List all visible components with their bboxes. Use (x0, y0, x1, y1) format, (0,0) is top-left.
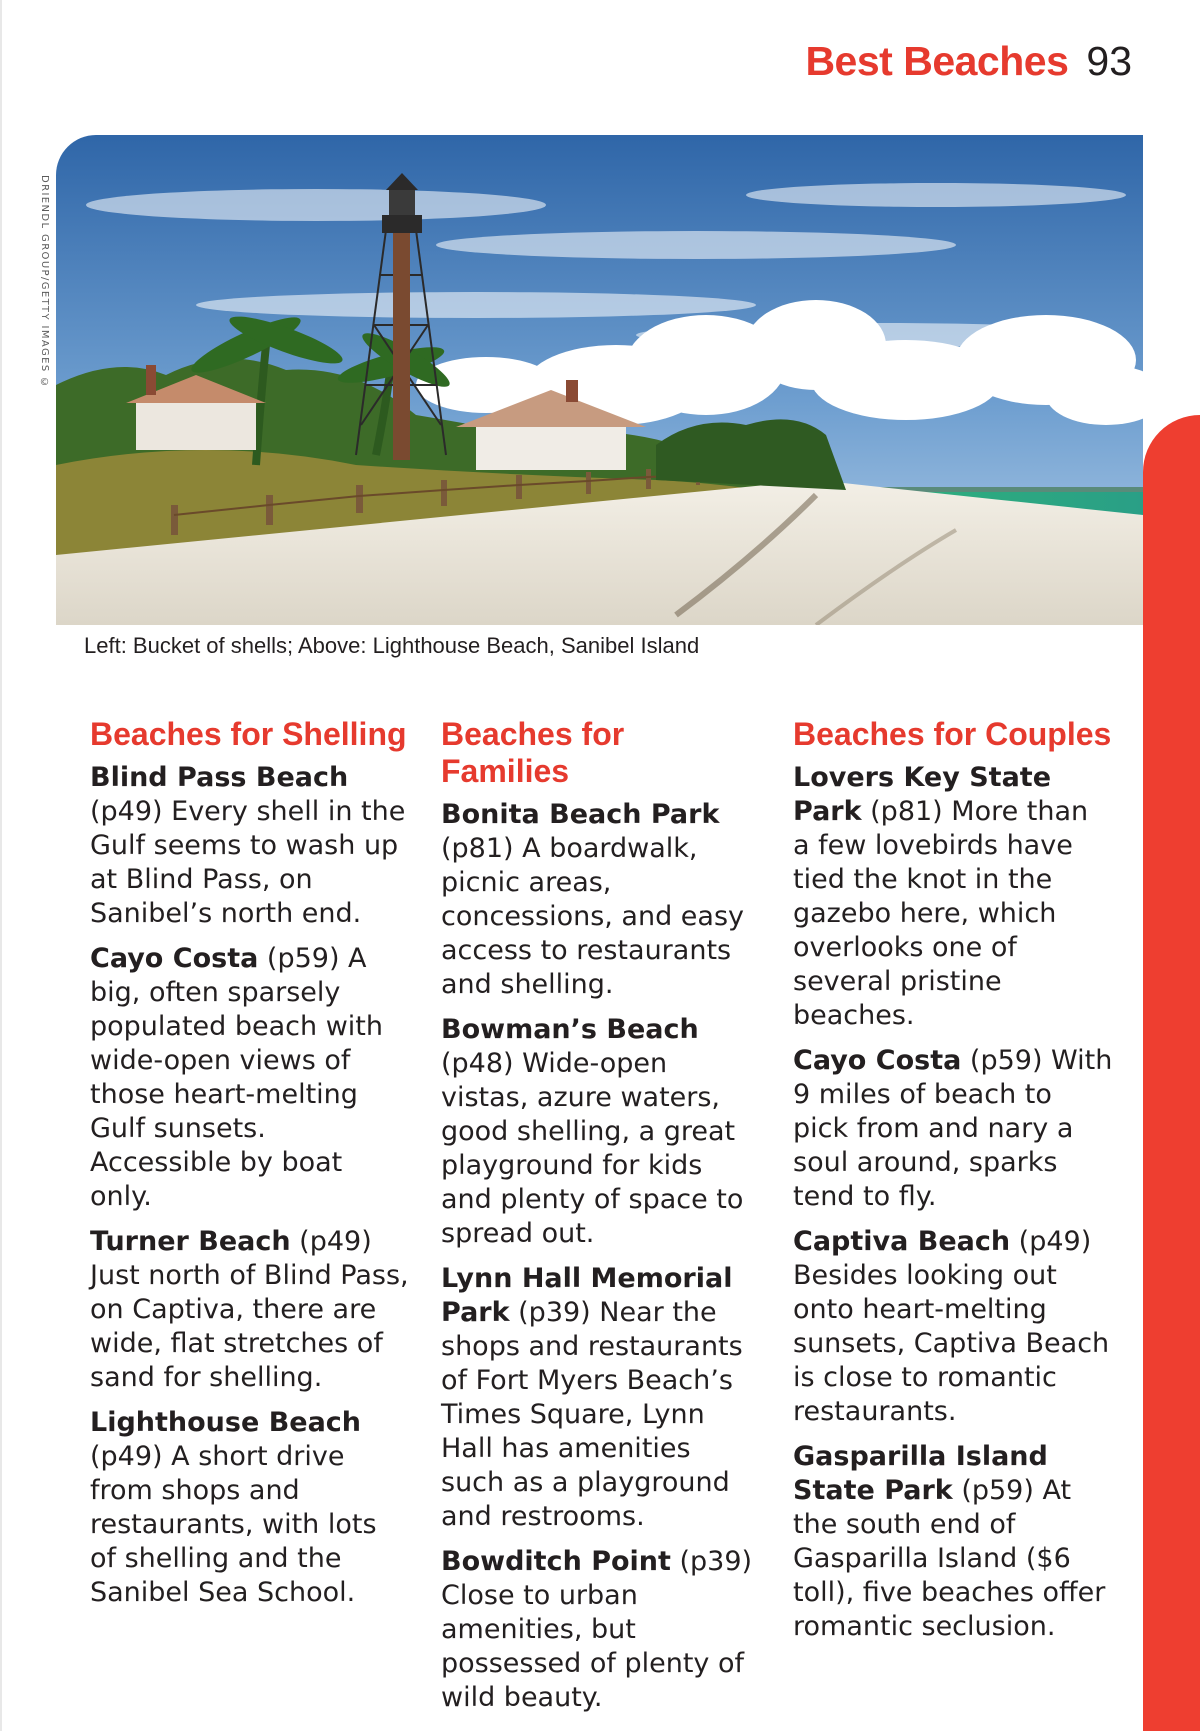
beach-name: Bowman’s Beach (441, 1014, 699, 1045)
beach-name: Cayo Costa (90, 943, 259, 974)
beach-description: (p49) Every shell in the Gulf seems to wash up at Blind Pass, on Sanibel’s north end. (90, 796, 406, 929)
beach-name: Bowditch Point (441, 1546, 671, 1577)
beach-name: Lighthouse Beach (90, 1407, 362, 1438)
beach-name: Cayo Costa (793, 1045, 962, 1076)
beach-description: (p48) Wide-open vistas, azure waters, good shelling, a great playground for kids and plenty of space to spread out. (441, 1048, 744, 1249)
beach-entry (90, 1225, 410, 1395)
beach-name: Lovers Key State Park (793, 762, 1052, 827)
beach-description: (p59) At the south end of Gasparilla Island ($6 toll), five beaches offer romantic seclusion. (793, 1475, 1106, 1642)
beach-name: Captiva Beach (793, 1226, 1011, 1257)
photo-caption: Left: Bucket of shells; Above: Lighthouse Beach, Sanibel Island (84, 633, 700, 658)
page-edge (0, 0, 2, 1731)
beach-name: Gasparilla Island State Park (793, 1441, 1048, 1506)
lighthouse-beach-photo (56, 135, 1143, 625)
photo-illustration (56, 135, 1143, 625)
red-side-band (1143, 415, 1200, 1731)
column-heading: Beaches for Families (441, 716, 625, 789)
beach-description: (p49) A short drive from shops and restaurants, with lots of shelling and the Sanibel Sea School. (90, 1441, 377, 1608)
column-families (441, 716, 761, 1726)
beach-description: (p49) Just north of Blind Pass, on Captiva, there are wide, flat stretches of sand for shelling. (90, 1226, 409, 1393)
beach-entry (441, 1013, 761, 1251)
beach-entry (441, 1262, 761, 1534)
beach-description: (p59) A big, often sparsely populated beach with wide-open views of those heart-melting Gulf sunsets. Accessible by boat only. (90, 943, 383, 1212)
beach-entry (441, 798, 761, 1002)
beach-name: Bonita Beach Park (441, 799, 720, 830)
column-heading: Beaches for Couples (793, 716, 1112, 752)
column-heading: Beaches for Shelling (90, 716, 407, 752)
photo-credit: DRIENDL GROUP/GETTY IMAGES © (39, 175, 50, 390)
beach-entry (90, 761, 410, 931)
column-couples (793, 716, 1113, 1655)
beach-name: Turner Beach (90, 1226, 291, 1257)
page-number: 93 (1086, 38, 1132, 84)
beach-description: (p81) More than a few lovebirds have tied the knot in the gazebo here, which overlooks one of several pristine beaches. (793, 796, 1089, 1031)
beach-entry (90, 1406, 410, 1610)
beach-entry (90, 942, 410, 1214)
beach-entry (793, 1225, 1113, 1429)
beach-description: (p49) Besides looking out onto heart-melting sunsets, Captiva Beach is close to romantic restaurants. (793, 1226, 1110, 1427)
beach-entry (793, 761, 1113, 1033)
page-header (805, 38, 1132, 94)
beach-entry (793, 1440, 1113, 1644)
beach-description: (p39) Close to urban amenities, but possessed of plenty of wild beauty. (441, 1546, 753, 1713)
beach-entry (793, 1044, 1113, 1214)
beach-name: Lynn Hall Memorial Park (441, 1263, 733, 1328)
beach-description: (p59) With 9 miles of beach to pick from and nary a soul around, sparks tend to fly. (793, 1045, 1113, 1212)
section-title: Best Beaches (805, 38, 1069, 84)
beach-description: (p39) Near the shops and restaurants of Fort Myers Beach’s Times Square, Lynn Hall has amenities such as a playground and restrooms. (441, 1297, 743, 1532)
beach-columns (90, 716, 1120, 1713)
beach-description: (p81) A boardwalk, picnic areas, concessions, and easy access to restaurants and shelling. (441, 833, 745, 1000)
beach-entry (441, 1545, 761, 1715)
column-shelling (90, 716, 410, 1621)
beach-name: Blind Pass Beach (90, 762, 349, 793)
